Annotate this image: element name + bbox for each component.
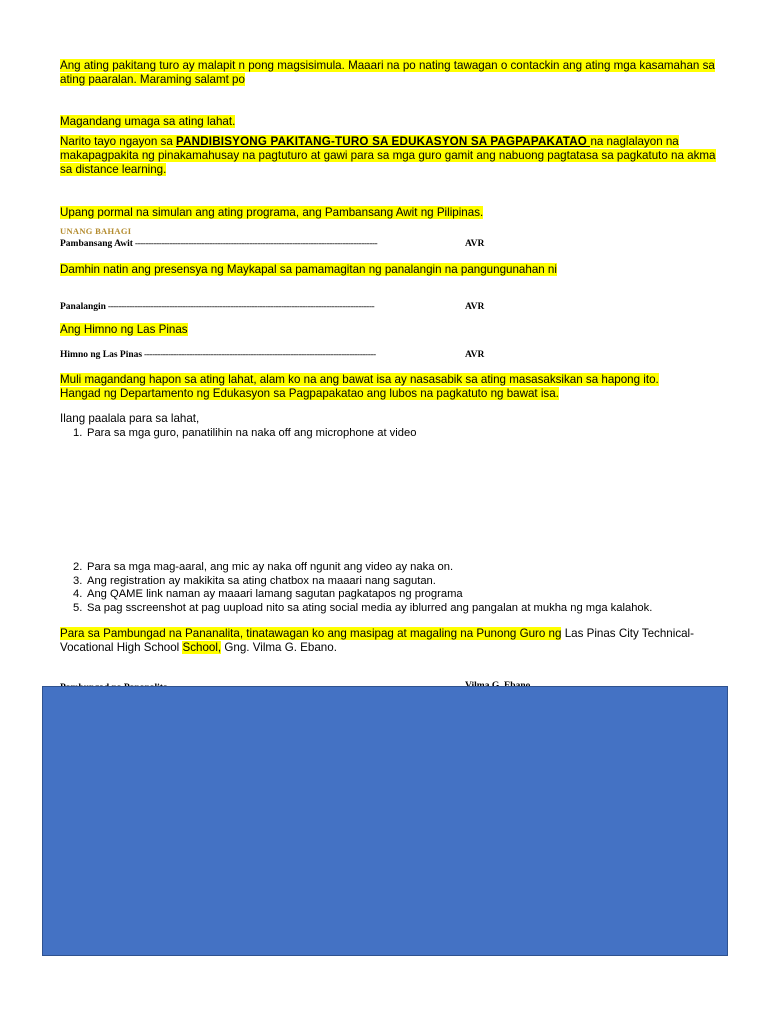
- muli-paragraph: [60, 373, 720, 401]
- intro-line-2: ating paaralan. Maraming salamt po: [60, 73, 245, 86]
- program-label: Pambansang Awit: [60, 239, 133, 249]
- program-row-anthem: [60, 238, 620, 250]
- reminders-list-first: [60, 427, 740, 441]
- list-text: Ang QAME link naman ay maaari lamang sagutan pagkatapos ng programa: [87, 588, 463, 600]
- reminders-list-rest: [60, 561, 740, 615]
- list-number: 4.: [73, 588, 83, 600]
- narito-paragraph: [60, 135, 720, 177]
- narito-line-3: sa distance learning.: [60, 163, 167, 176]
- program-dashes: -------------------------------------------------------------------------------------------: [132, 239, 378, 249]
- list-text: Para sa mga mag-aaral, ang mic ay naka off ngunit ang video ay naka on.: [87, 561, 454, 573]
- himno-paragraph: [60, 323, 720, 337]
- intro-line-1: Ang ating pakitang turo ay malapit n pong magsisimula. Maaari na po nating tawagan o contackin ang ating mga kasamahan sa: [60, 59, 715, 72]
- greeting-text: Magandang umaga sa ating lahat.: [60, 115, 236, 128]
- section-title: UNANG BAHAGI: [60, 226, 132, 236]
- list-item: [60, 588, 740, 602]
- pambungad-plain-2: Vocational High School: [60, 641, 183, 654]
- paalala-intro: Ilang paalala para sa lahat,: [60, 412, 200, 425]
- intro-paragraph: [60, 59, 720, 87]
- program-label: Himno ng Las Pinas: [60, 350, 143, 360]
- blue-rectangle: [42, 686, 728, 956]
- damhin-text: Damhin natin ang presensya ng Maykapal sa pamamagitan ng panalangin na pangungunahan ni: [60, 263, 557, 276]
- list-number: 1.: [73, 427, 83, 439]
- pambungad-plain-3: Gng. Vilma G. Ebano.: [221, 641, 337, 654]
- program-row-prayer: [60, 301, 620, 313]
- greeting-paragraph: [60, 115, 720, 129]
- program-row-hymn: [60, 349, 620, 361]
- muli-line-1: Muli magandang hapon sa ating lahat, alam ko na ang bawat isa ay nasasabik sa ating masasaksikan sa hapong ito.: [60, 373, 659, 386]
- list-text: Sa pag sscreenshot at pag uupload nito sa ating social media ay iblurred ang pangalan at mukha ng mga kalahok.: [87, 601, 653, 614]
- pambungad-highlight-1: Para sa Pambungad na Pananalita, tinatawagan ko ang masipag at magaling na Punong Guro ng: [60, 627, 562, 640]
- program-dashes: ----------------------------------------------------------------------------------------------------: [105, 302, 375, 312]
- program-label: Panalangin: [60, 302, 106, 312]
- damhin-paragraph: [60, 263, 720, 277]
- list-item: [60, 575, 740, 589]
- narito-suffix: na naglalayon na: [590, 135, 679, 148]
- himno-heading: Ang Himno ng Las Pinas: [60, 323, 188, 336]
- program-title: PANDIBISYONG PAKITANG-TURO SA EDUKASYON SA PAGPAPAKATAO: [176, 135, 591, 148]
- list-text: Para sa mga guro, panatilihin na naka off ang microphone at video: [87, 427, 417, 439]
- muli-line-2: Hangad ng Departamento ng Edukasyon sa Pagpapakatao ang lubos na pagkatuto ng bawat isa.: [60, 387, 559, 400]
- list-item: [60, 427, 740, 441]
- pambungad-paragraph: [60, 627, 720, 655]
- upang-paragraph: [60, 206, 720, 220]
- list-item: [60, 602, 740, 616]
- program-venue: AVR: [465, 350, 485, 360]
- pambungad-plain-1: Las Pinas City Technical-: [561, 627, 694, 640]
- list-item: [60, 561, 740, 575]
- list-number: 5.: [73, 601, 83, 614]
- narito-prefix: Narito tayo ngayon sa: [60, 135, 177, 148]
- list-number: 3.: [73, 574, 83, 587]
- upang-text: Upang pormal na simulan ang ating programa, ang Pambansang Awit ng Pilipinas.: [60, 206, 484, 219]
- pambungad-highlight-2: School,: [182, 641, 222, 654]
- program-dashes: ---------------------------------------------------------------------------------------: [142, 350, 376, 360]
- program-venue: AVR: [465, 302, 485, 312]
- list-text: Ang registration ay makikita sa ating chatbox na maaari nang sagutan.: [87, 574, 436, 587]
- narito-line-2: makapagpakita ng pinakamahusay na pagtuturo at gawi para sa mga guro gamit ang nabuong pagtatasa sa pagkatuto na akma: [60, 149, 716, 162]
- program-venue: AVR: [465, 239, 485, 249]
- list-number: 2.: [73, 561, 83, 573]
